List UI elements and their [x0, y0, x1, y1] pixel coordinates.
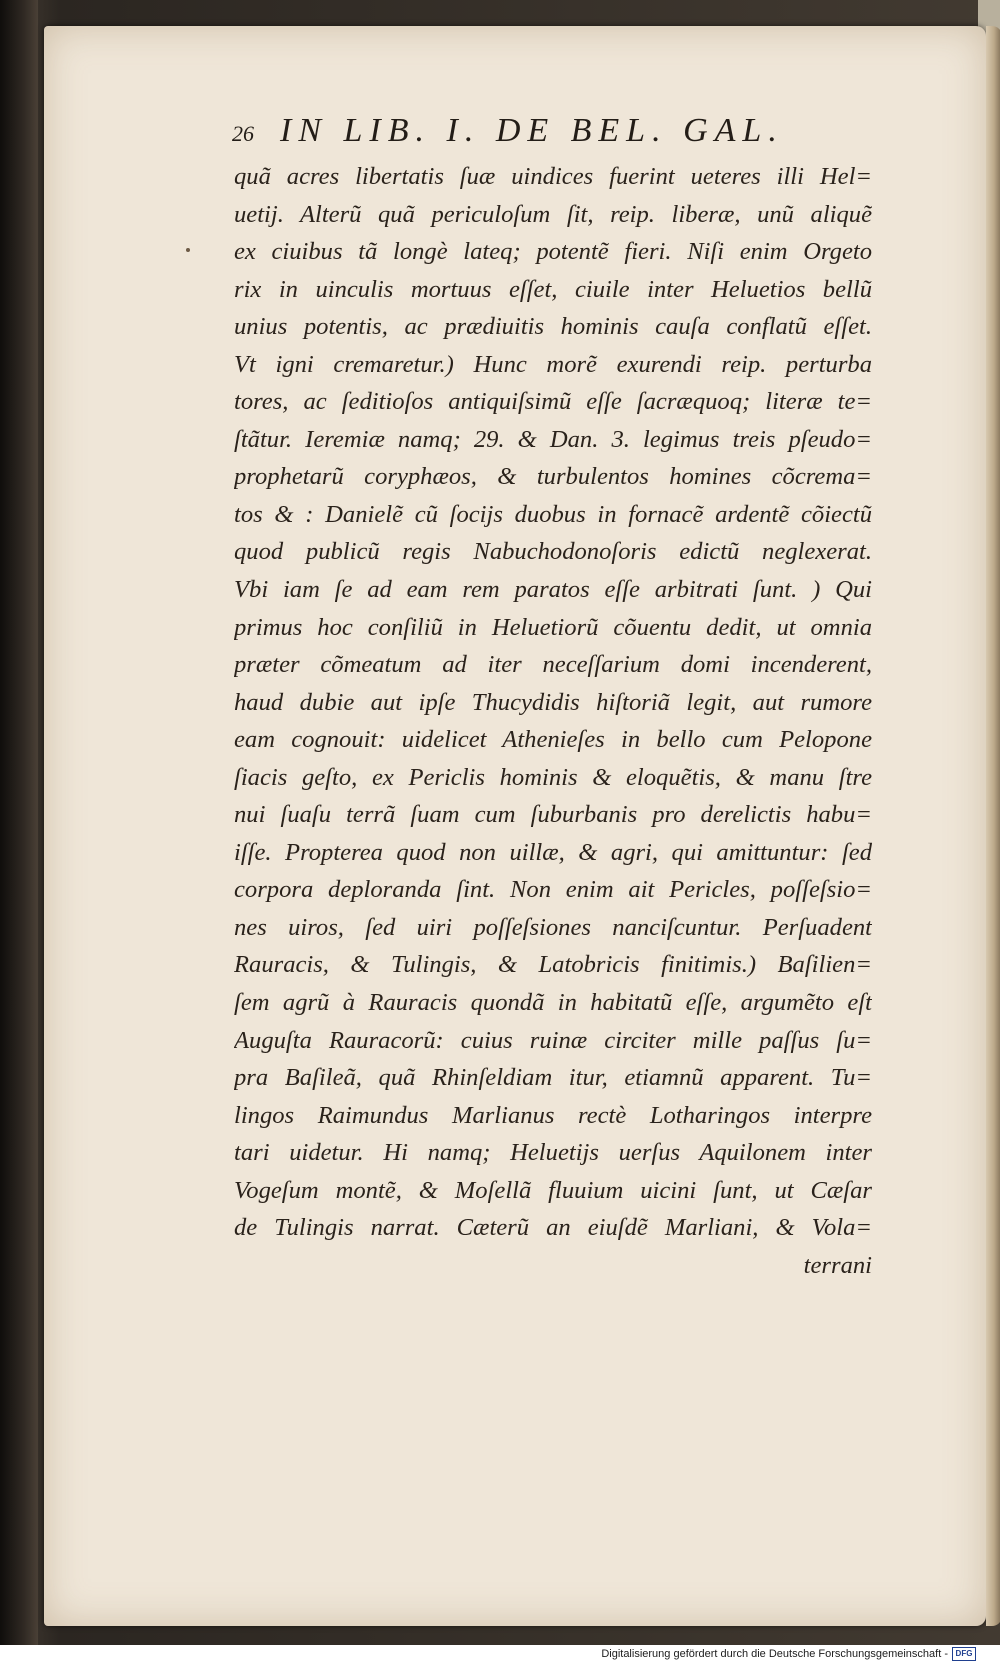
- footer-credit-text: Digitalisierung gefördert durch die Deutsche Forschungsgemeinschaft -: [601, 1648, 948, 1660]
- text-line: præter cõmeatum ad iter neceſſarium domi incenderent,: [234, 651, 872, 679]
- text-line: ſiacis geſto, ex Periclis hominis & eloquẽtis, & manu ſtre: [234, 763, 872, 791]
- text-line: tores, ac ſeditioſos antiquiſsimũ eſſe ſacræquoq; literæ te=: [234, 388, 872, 416]
- text-line: tos & : Danielẽ cũ ſocijs duobus in fornacẽ ardentẽ cõiectũ: [234, 500, 872, 528]
- page-number: 26: [232, 121, 254, 146]
- text-line: Vbi iam ſe ad eam rem paratos eſſe arbitrati ſunt. ) Qui: [234, 576, 872, 604]
- text-line: Vogeſum montẽ, & Moſellã fluuium uicini ſunt, ut Cæſar: [234, 1176, 872, 1204]
- running-head: [232, 112, 872, 160]
- margin-mark: [186, 248, 190, 252]
- page-fore-edge: [986, 26, 1000, 1626]
- text-line: Rauracis, & Tulingis, & Latobricis finitimis.) Baſilien=: [234, 951, 872, 979]
- text-line: corpora deploranda ſint. Non enim ait Pericles, poſſeſsio=: [234, 876, 872, 904]
- text-line: ex ciuibus tã longè lateq; potentẽ fieri. Niſi enim Orgeto: [234, 238, 872, 266]
- text-line: quã acres libertatis ſuæ uindices fuerint ueteres illi Hel=: [234, 163, 872, 190]
- text-line: lingos Raimundus Marlianus rectè Lotharingos interpre: [234, 1101, 872, 1129]
- text-line: nes uiros, ſed uiri poſſeſsiones nanciſcuntur. Perſuadent: [234, 913, 872, 941]
- text-line: ſtãtur. Ieremiæ namq; 29. & Dan. 3. legimus treis pſeudo=: [234, 425, 872, 453]
- body-text: [234, 158, 872, 1284]
- running-title: IN LIB. I. DE BEL. GAL.: [280, 112, 784, 149]
- text-line: pra Baſileã, quã Rhinſeldiam itur, etiamnũ apparent. Tu=: [234, 1064, 872, 1092]
- dfg-logo-icon: DFG: [952, 1647, 976, 1661]
- text-line: rix in uinculis mortuus eſſet, ciuile inter Heluetios bellũ: [234, 275, 872, 303]
- catchword: terrani: [803, 1251, 872, 1279]
- text-line: unius potentis, ac prædiuitis hominis cauſa conflatũ eſſet.: [234, 313, 872, 341]
- text-line: eam cognouit: uidelicet Athenieſes in bello cum Pelopone: [234, 726, 872, 754]
- text-line: ſem agrũ à Rauracis quondã in habitatũ eſſe, argumẽto eſt: [234, 989, 872, 1017]
- text-line: haud dubie aut ipſe Thucydidis hiſtoriã legit, aut rumore: [234, 688, 872, 716]
- text-line: iſſe. Propterea quod non uillæ, & agri, qui amittuntur: ſed: [234, 838, 872, 866]
- text-line: prophetarũ coryphæos, & turbulentos homines cõcrema=: [234, 463, 872, 491]
- book-binding-edge: [0, 0, 38, 1645]
- footer-bar: [0, 1645, 1000, 1663]
- text-line: quod publicũ regis Nabuchodonoſoris edictũ neglexerat.: [234, 538, 872, 566]
- footer-credit: [601, 1645, 976, 1663]
- text-line: tari uidetur. Hi namq; Heluetijs uerſus Aquilonem inter: [234, 1139, 872, 1167]
- text-line: Auguſta Rauracorũ: cuius ruinæ circiter mille paſſus ſu=: [234, 1026, 872, 1054]
- text-line: nui ſuaſu terrã ſuam cum ſuburbanis pro derelictis habu=: [234, 801, 872, 829]
- text-line: Vt igni cremaretur.) Hunc morẽ exurendi reip. perturba: [234, 350, 872, 378]
- text-line: uetij. Alterũ quã periculoſum ſit, reip. liberæ, unũ aliquẽ: [234, 200, 872, 228]
- text-line: primus hoc conſiliũ in Heluetiorũ cõuentu dedit, ut omnia: [234, 613, 872, 641]
- text-line: de Tulingis narrat. Cæterũ an eiuſdẽ Marliani, & Vola=: [234, 1214, 872, 1242]
